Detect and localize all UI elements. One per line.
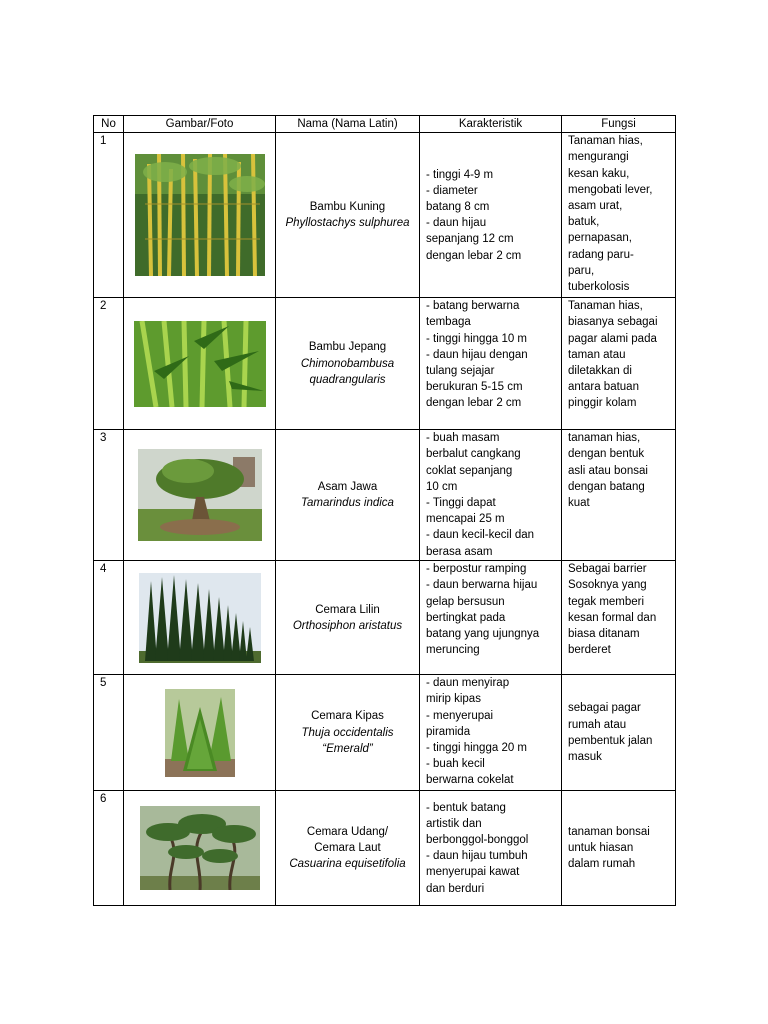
characteristics-text: - berpostur ramping - daun berwarna hijau gelap bersusun bertingkat pada batang yang ujungnya meruncing xyxy=(426,563,540,657)
latin-name: Tamarindus indica xyxy=(301,497,394,510)
plant-table xyxy=(93,115,676,906)
characteristics-text: - buah masam berbalut cangkang coklat sepanjang 10 cm - Tinggi dapat mencapai 25 m - daun kecil-kecil dan berasa asam xyxy=(426,432,535,558)
header-name: Nama (Nama Latin) xyxy=(276,116,420,133)
row-number: 2 xyxy=(94,298,124,430)
common-name: Cemara Kipas xyxy=(311,710,384,723)
characteristics-text: - tinggi 4-9 m - diameter batang 8 cm - daun hijau sepanjang 12 cm dengan lebar 2 cm xyxy=(426,168,522,262)
characteristics-text: - bentuk batang artistik dan berbonggol-bonggol - daun hijau tumbuh menyerupai kawat dan berduri xyxy=(426,801,529,895)
common-name: Cemara Udang/ Cemara Laut xyxy=(306,825,389,855)
common-name: Bambu Kuning xyxy=(309,201,386,213)
function-text: tanaman hias, dengan bentuk asli atau bonsai dengan batang kuat xyxy=(568,432,648,510)
row-number: 6 xyxy=(94,791,124,906)
common-name: Asam Jawa xyxy=(317,481,378,493)
yellow-bamboo-photo xyxy=(135,154,265,276)
tamarind-bonsai-photo xyxy=(138,449,262,541)
cypress-row-photo xyxy=(139,573,261,663)
header-photo: Gambar/Foto xyxy=(124,116,276,133)
header-row xyxy=(94,116,676,133)
common-name: Cemara Lilin xyxy=(315,603,380,616)
row-number: 4 xyxy=(94,561,124,675)
latin-name: Thuja occidentalis “Emerald” xyxy=(301,726,394,755)
characteristics-text: - batang berwarna tembaga - tinggi hingga 10 m - daun hijau dengan tulang sejajar berukuran 5-15 cm dengan lebar 2 cm xyxy=(426,300,528,410)
latin-name: Chimonobambusa quadrangularis xyxy=(300,357,395,386)
function-text: Sebagai barrier Sosoknya yang tegak memberi kesan formal dan biasa ditanam berderet xyxy=(568,563,657,657)
function-text: Tanaman hias, mengurangi kesan kaku, mengobati lever, asam urat, batuk, pernapasan, radang paru- paru, tuberkolosis xyxy=(568,135,653,294)
latin-name: Phyllostachys sulphurea xyxy=(285,217,410,230)
common-name: Bambu Jepang xyxy=(308,341,387,354)
thuja-shrub-photo xyxy=(165,689,235,777)
latin-name: Casuarina equisetifolia xyxy=(289,858,406,871)
latin-name: Orthosiphon aristatus xyxy=(292,619,403,632)
header-characteristics: Karakteristik xyxy=(420,116,562,133)
table-row xyxy=(94,298,676,430)
table-row xyxy=(94,791,676,906)
table-row xyxy=(94,430,676,561)
green-bamboo-photo xyxy=(134,321,266,407)
table-row xyxy=(94,133,676,298)
row-number: 1 xyxy=(94,133,124,298)
header-no: No xyxy=(94,116,124,133)
function-text: Tanaman hias, biasanya sebagai pagar alami pada taman atau diletakkan di antara batuan pinggir kolam xyxy=(568,300,658,410)
function-text: sebagai pagar rumah atau pembentuk jalan masuk xyxy=(568,702,653,763)
row-number: 3 xyxy=(94,430,124,561)
casuarina-bonsai-photo xyxy=(140,806,260,890)
header-function: Fungsi xyxy=(562,116,676,133)
table-row xyxy=(94,561,676,675)
characteristics-text: - daun menyirap mirip kipas - menyerupai piramida - tinggi hingga 20 m - buah kecil berwarna cokelat xyxy=(426,677,528,787)
row-number: 5 xyxy=(94,675,124,791)
function-text: tanaman bonsai untuk hiasan dalam rumah xyxy=(568,825,650,871)
table-row xyxy=(94,675,676,791)
